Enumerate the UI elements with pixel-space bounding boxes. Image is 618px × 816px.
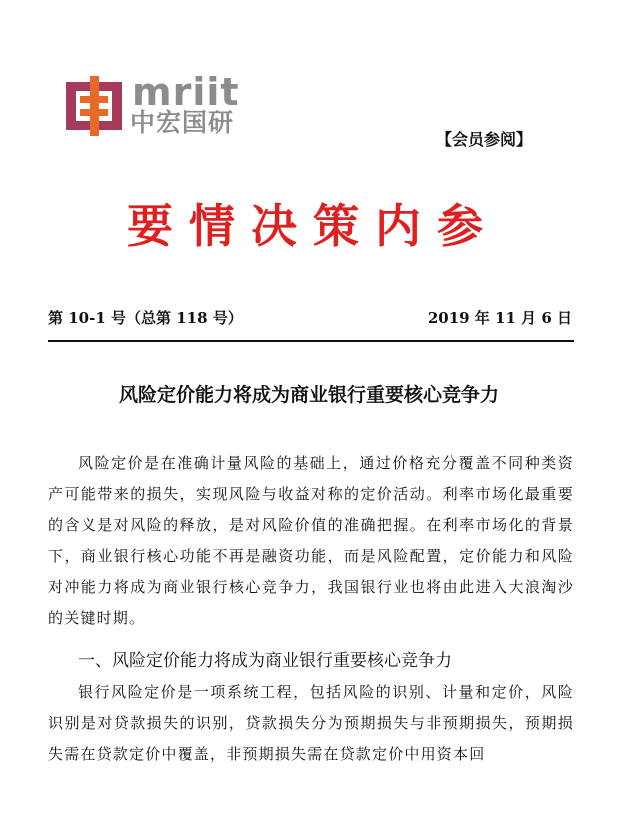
issue-number: 第 10-1 号（总第 118 号） [48,309,243,327]
header-divider [48,340,574,342]
member-tag: 【会员参阅】 [436,130,533,149]
issue-info [48,306,572,330]
section-heading-1: 一、风险定价能力将成为商业银行重要核心竞争力 [78,651,452,671]
masthead-title: 要情决策内参 [127,199,499,253]
paragraph-2: 银行风险定价是一项系统工程，包括风险的识别、计量和定价，风险识别是对贷款损失的识别，贷款损失分为预期损失与非预期损失，预期损失需在贷款定价中覆盖，非预期损失需在贷款定价中用资本回 [48,683,574,763]
paragraph-1: 风险定价是在准确计量风险的基础上，通过价格充分覆盖不同种类资产可能带来的损失，实现风险与收益对称的定价活动。利率市场化最重要的含义是对风险的释放，是对风险价值的准确把握。在利率市场化的背景下，商业银行核心功能不再是融资功能，而是风险配置，定价能力和风险对冲能力将成为商业银行核心竞争力，我国银行业也将由此进入大浪淘沙的关键时期。 [48,454,574,627]
article-title: 风险定价能力将成为商业银行重要核心竞争力 [118,384,499,406]
company-logo [66,70,240,137]
logo-brand-en: mriit [132,70,240,114]
issue-date: 2019 年 11 月 6 日 [427,309,572,327]
logo-mark-icon [66,76,122,136]
logo-brand-cn: 中宏国研 [130,108,235,137]
